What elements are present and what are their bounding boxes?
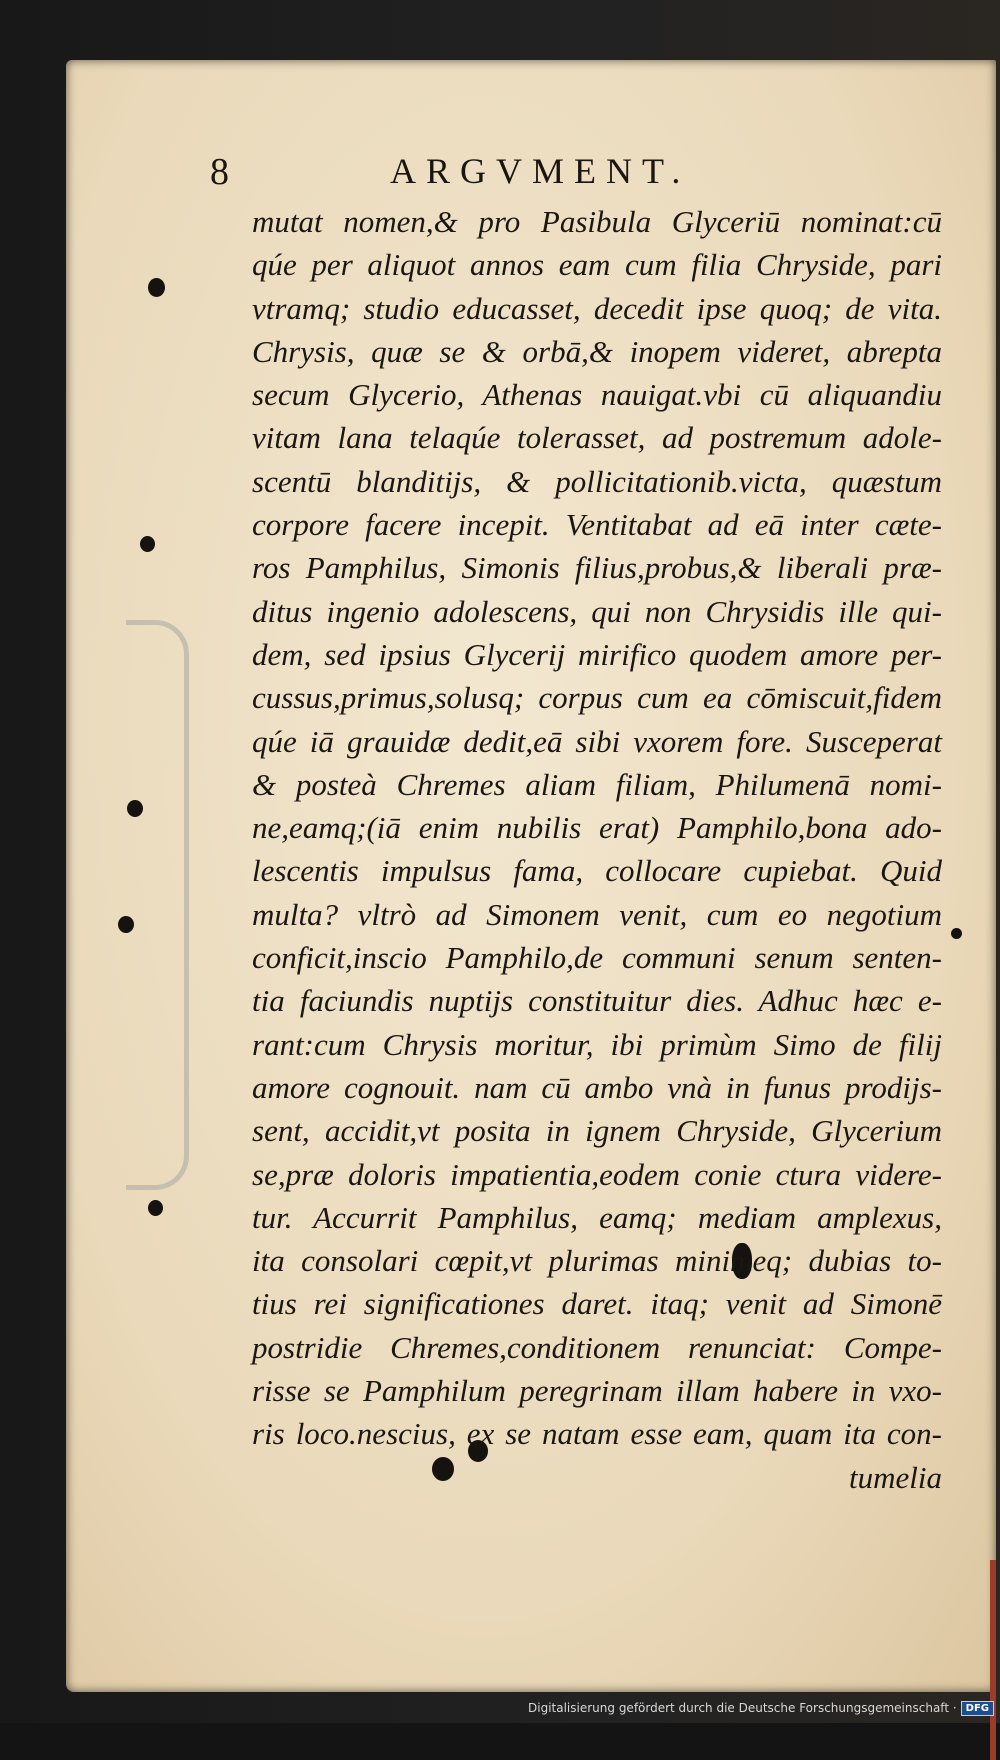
text-line: tius rei significationes daret. itaq; venit ad Simonē <box>252 1286 942 1322</box>
catchword: tumelia <box>849 1459 942 1495</box>
text-line: tia faciundis nuptijs constituitur dies. Adhuc hæc e- <box>252 983 942 1019</box>
text-line: ris loco.nescius, ex se natam esse eam, quam ita con- <box>252 1416 942 1452</box>
text-line: vtramq; studio educasset, decedit ipse quoq; de vita. <box>252 290 942 326</box>
text-line: ita consolari cœpit,vt plurimas minimeq; dubias to- <box>252 1243 942 1279</box>
text-line: amore cognouit. nam cū ambo vnà in funus prodijs- <box>252 1069 942 1105</box>
punch-hole <box>148 278 165 297</box>
text-line: ditus ingenio adolescens, qui non Chrysidis ille qui- <box>252 593 942 629</box>
text-line: vitam lana telaqúe tolerasset, ad postremum adole- <box>252 420 942 456</box>
dfg-logo: DFG <box>961 1701 994 1716</box>
punch-hole <box>118 916 134 933</box>
folio-number: 8 <box>210 151 229 193</box>
text-line: ros Pamphilus, Simonis filius,probus,& liberali præ- <box>252 550 942 586</box>
paper-clip-shadow <box>126 620 189 1190</box>
text-line: cussus,primus,solusq; corpus cum ea cōmiscuit,fidem <box>252 680 942 716</box>
text-line: mutat nomen,& pro Pasibula Glyceriū nominat:cū <box>252 204 942 239</box>
body-text <box>252 200 942 1499</box>
text-line: ne,eamq;(iā enim nubilis erat) Pamphilo,bona ado- <box>252 810 942 846</box>
page-edge <box>990 1560 996 1760</box>
footer-credit: Digitalisierung gefördert durch die Deutsche Forschungsgemeinschaft · <box>528 1701 957 1715</box>
punch-hole <box>140 536 155 552</box>
text-line: dem, sed ipsius Glycerij mirifico quodem amore per- <box>252 636 942 672</box>
text-line: rant:cum Chrysis moritur, ibi primùm Simo de filij <box>252 1026 942 1062</box>
running-head: ARGVMENT. <box>390 151 691 191</box>
text-line: se,præ doloris impatientia,eodem conie ctura videre- <box>252 1156 942 1192</box>
text-line: conficit,inscio Pamphilo,de communi senum senten- <box>252 940 942 976</box>
punch-hole <box>148 1200 163 1216</box>
text-line: secum Glycerio, Athenas nauigat.vbi cū aliquandiu <box>252 377 942 413</box>
text-line: qúe iā grauidæ dedit,eā sibi vxorem fore. Susceperat <box>252 723 942 759</box>
punch-hole <box>951 928 962 939</box>
text-line: Chrysis, quæ se & orbā,& inopem videret, abrepta <box>252 333 942 369</box>
digitization-footer <box>528 1698 994 1718</box>
text-line: postridie Chremes,conditionem renunciat: Compe- <box>252 1329 942 1365</box>
text-line: risse se Pamphilum peregrinam illam habere in vxo- <box>252 1373 942 1409</box>
text-line: & posteà Chremes aliam filiam, Philumenā nomi- <box>252 766 942 802</box>
text-line: tur. Accurrit Pamphilus, eamq; mediam amplexus, <box>252 1199 942 1235</box>
text-line: corpore facere incepit. Ventitabat ad eā inter cæte- <box>252 507 942 543</box>
text-line: qúe per aliquot annos eam cum filia Chryside, pari <box>252 247 942 283</box>
text-line: sent, accidit,vt posita in ignem Chryside, Glycerium <box>252 1113 942 1149</box>
text-line: multa? vltrò ad Simonem venit, cum eo negotium <box>252 896 942 932</box>
page-header <box>210 150 940 200</box>
text-line: scentū blanditijs, & pollicitationib.victa, quæstum <box>252 463 942 499</box>
text-line: lescentis impulsus fama, collocare cupiebat. Quid <box>252 853 942 889</box>
punch-hole <box>127 800 143 817</box>
